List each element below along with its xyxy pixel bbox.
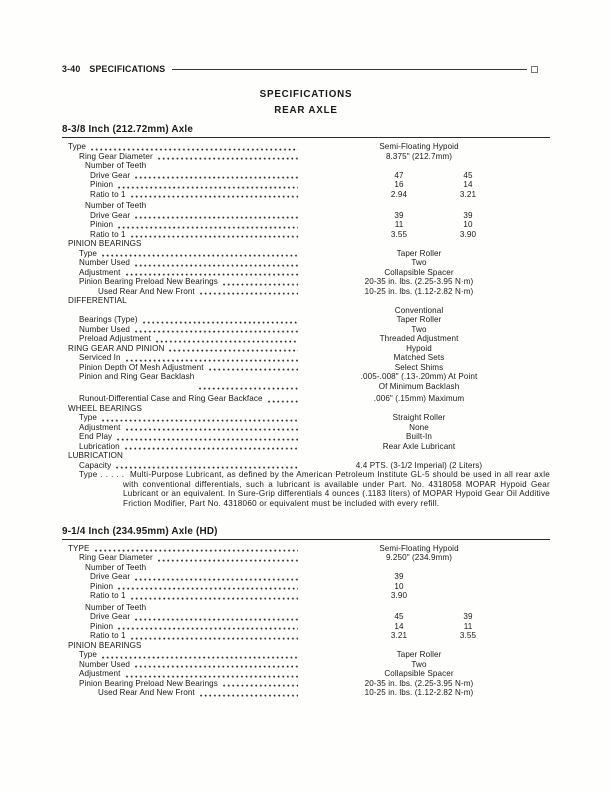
spec-value-text: 4.4 PTS. (3-1/2 Imperial) (2 Liters) [355,460,483,470]
spec-label: Number of Teeth [85,562,147,572]
leader-dots [102,656,298,659]
spec-row [62,258,550,268]
spec-row [62,287,550,297]
spec-value [303,249,535,259]
spec-row-left [62,572,303,582]
spec-row-left [62,641,303,651]
header-chapter-title: SPECIFICATIONS [89,64,166,74]
spec-value-col2: 39 [463,210,473,220]
spec-value-text: Two [411,324,427,334]
spec-row [62,572,550,582]
spec-label: Number Used [79,258,131,267]
spec-value-text: Collapsible Spacer [384,267,454,277]
spec-value [303,258,535,268]
spec-row-left [62,432,303,442]
spec-row [62,641,550,651]
spec-row [62,553,550,563]
spec-value [303,394,535,404]
spec-label: Type [79,413,97,422]
spec-value-col2 [435,572,501,582]
spec-row-left [62,363,303,373]
spec-row-left [62,239,303,249]
spec-value [303,669,535,679]
spec-row [62,296,550,306]
spec-value-text: 10-25 in. lbs. (1.12-2.82 N-m) [364,688,474,698]
spec-label: Used Rear And New Front [98,688,195,698]
spec-value [303,432,535,442]
spec-row-left [62,211,303,221]
spec-label: Pinion [90,581,114,591]
spec-value-text: Collapsible Spacer [384,669,454,679]
spec-value-line2: Of Minimum Backlash [378,381,460,391]
spec-row-left [62,544,303,554]
leader-dots [200,292,298,295]
spec-row [62,688,550,698]
spec-sections-container [62,124,550,712]
leader-dots [91,148,298,151]
spec-row [62,344,550,354]
spec-value-col1: 16 [394,180,404,189]
leader-dots [200,694,298,697]
spec-value-text: Conventional [394,305,444,315]
spec-row [62,161,550,171]
spec-row-left [62,603,303,613]
spec-row [62,404,550,414]
spec-row-left [62,306,303,316]
leader-dots [126,273,299,276]
spec-row [62,650,550,660]
spec-row-left [62,451,303,461]
spec-value-col1: 39 [394,210,404,220]
spec-value-col2: 14 [463,180,473,189]
spec-value [303,413,535,423]
leader-dots [131,235,298,238]
spec-label: Type [68,142,86,151]
spec-row [62,612,550,622]
spec-value-columns [303,220,535,230]
spec-value-col1: 45 [394,612,404,622]
spec-row [62,372,550,391]
spec-row-left [62,161,303,171]
spec-value-columns [303,171,535,181]
spec-value [303,688,535,698]
spec-value [303,287,535,297]
spec-row [62,423,550,433]
spec-row-left [62,591,303,601]
leader-dots [102,254,298,257]
spec-label: Adjustment [79,422,121,432]
spec-row [62,152,550,162]
spec-label: Ratio to 1 [90,229,126,239]
spec-label: Number of Teeth [85,201,147,210]
spec-label: Ratio to 1 [90,591,126,601]
spec-row [62,325,550,335]
spec-row [62,239,550,249]
spec-label: Ring Gear Diameter [79,151,153,161]
spec-row [62,211,550,221]
spec-value [303,442,535,452]
spec-value-col2 [435,582,501,592]
spec-row [62,413,550,423]
spec-value-columns [303,631,535,641]
leader-dots [117,438,298,441]
spec-row-left [62,461,303,471]
spec-value [303,334,535,344]
header-end-square-icon [531,66,538,73]
spec-row-left [62,325,303,335]
spec-row [62,230,550,240]
spec-row-left [62,372,303,391]
spec-label: Pinion and Ring Gear Backlash [79,372,195,381]
spec-value-columns [303,572,535,582]
spec-label: Number of Teeth [85,161,147,170]
spec-row [62,249,550,259]
spec-value-col2: 3.90 [459,229,477,239]
leader-dots [169,349,298,352]
spec-value-text: Straight Roller [392,413,446,422]
spec-value-col2: 11 [463,621,473,631]
spec-value-text: Taper Roller [396,248,442,258]
spec-row [62,394,550,404]
spec-value-text: Taper Roller [396,650,442,660]
spec-value-text: Threaded Adjustment [379,334,459,343]
spec-row-left [62,201,303,211]
spec-row [62,334,550,344]
spec-subheading: PINION BEARINGS [68,640,142,650]
leader-dots [118,587,298,590]
spec-value-col1: 10 [394,581,404,591]
spec-label: Capacity [79,460,112,470]
spec-row [62,363,550,373]
spec-row-left [62,171,303,181]
spec-value-text: Rear Axle Lubricant [382,441,456,451]
spec-value-columns [303,622,535,632]
spec-value-col1: 3.90 [390,591,408,601]
spec-row [62,306,550,316]
spec-row-left [62,442,303,452]
spec-row-left [62,563,303,573]
spec-label: Drive Gear [90,210,131,220]
leader-dots [126,675,299,678]
spec-row-left [62,631,303,641]
note-label: Type . . . . . [79,470,130,479]
spec-row-left [62,679,303,689]
spec-value-columns [303,582,535,592]
note-text: Multi-Purpose Lubricant, as defined by the American Petroleum Institute GL-5 should be used in all rear axle with conventional differentials, such a lubricant is available under Part. No. 4318058 MOPAR Hypoid Gear Lubricant or an equivalent. In Sure-Grip differentials 4 ounces (.1183 liters) of MOPAR Hypoid Gear Oil Additive Friction Modifier, Part No. 4318060 or equivalent must be included with every refill. [123,470,550,509]
spec-value-text: 20-35 in. lbs. (2.25-3.95 N-m) [364,678,474,688]
spec-label: Ratio to 1 [90,631,126,641]
spec-row [62,432,550,442]
spec-value [303,277,535,287]
spec-value-text: Semi-Floating Hypoid [379,142,459,151]
spec-subheading: PINION BEARINGS [68,239,142,248]
leader-dots [156,340,298,343]
spec-label: Pinion [90,220,114,229]
spec-label: Lubrication [79,441,120,451]
leader-dots [135,578,298,581]
spec-row [62,190,550,200]
spec-value [303,142,535,152]
spec-row-left [62,152,303,162]
spec-label: Pinion Bearing Preload New Bearings [79,277,218,286]
spec-value [303,461,535,471]
spec-value-text: 8.375" (212.7mm) [385,151,453,161]
spec-value [303,325,535,335]
spec-value-text: Two [411,659,427,669]
leader-dots [135,665,298,668]
spec-value [303,544,535,554]
spec-row-left [62,650,303,660]
spec-row-left [62,190,303,200]
spec-row [62,180,550,190]
spec-value-col2: 10 [463,220,473,229]
spec-row [62,544,550,554]
spec-value-columns [303,612,535,622]
section-heading: 9-1/4 Inch (234.95mm) Axle (HD) [62,526,550,540]
spec-row [62,220,550,230]
spec-label: Ratio to 1 [90,189,126,199]
spec-value [303,353,535,363]
page-subtitle: REAR AXLE [274,105,338,116]
spec-row-left [62,258,303,268]
spec-subheading: DIFFERENTIAL [68,296,127,305]
spec-row-left [62,669,303,679]
leader-dots [199,387,298,390]
spec-row-left [62,553,303,563]
axle-section [62,124,550,509]
spec-label: Used Rear And New Front [98,286,195,296]
leader-dots [95,549,298,552]
spec-value [303,650,535,660]
spec-label: End Play [79,432,113,441]
section-heading: 8-3/8 Inch (212.72mm) Axle [62,124,550,138]
spec-label: Number Used [79,324,131,334]
spec-value [303,268,535,278]
leader-dots [116,466,298,469]
spec-label: Pinion Bearing Preload New Bearings [79,678,218,688]
spec-row-left [62,268,303,278]
spec-row [62,631,550,641]
spec-row-left [62,287,303,297]
spec-value-text: Hypoid [406,343,432,353]
spec-label: Runout-Differential Case and Ring Gear Backface [79,394,263,403]
spec-row-left [62,353,303,363]
spec-label: Number of Teeth [85,602,147,612]
spec-label: Pinion [90,180,114,189]
spec-row [62,582,550,592]
spec-row [62,451,550,461]
spec-row-left [62,230,303,240]
leader-dots [158,559,298,562]
spec-subheading: WHEEL BEARINGS [68,403,142,413]
spec-row [62,142,550,152]
leader-dots [209,368,298,371]
spec-row-left [62,688,303,698]
leader-dots [131,195,298,198]
spec-row [62,201,550,211]
leader-dots [118,226,298,229]
spec-subheading: LUBRICATION [68,451,123,460]
spec-value-col1: 11 [394,220,404,229]
spec-label: Adjustment [79,267,121,277]
leader-dots [125,447,298,450]
spec-label: Drive Gear [90,170,131,180]
leader-dots [118,186,298,189]
leader-dots [118,627,298,630]
leader-dots [268,400,298,403]
spec-row-left [62,220,303,230]
spec-label: Type [79,248,97,258]
spec-value-col1: 3.21 [390,631,408,641]
page-number: 3-40 [62,64,81,74]
spec-label: Pinion Depth Of Mesh Adjustment [79,362,204,372]
spec-label: Serviced In [79,353,121,362]
spec-row [62,277,550,287]
spec-value-text: None [409,422,429,432]
leader-dots [158,157,298,160]
leader-dots [126,428,299,431]
spec-value-col1: 3.55 [390,229,408,239]
leader-dots [135,176,298,179]
spec-label: Drive Gear [90,612,131,622]
spec-row-left [62,622,303,632]
spec-row-left [62,277,303,287]
spec-row [62,669,550,679]
spec-value-text: .005-.008" (.13-.20mm) At Point [360,372,478,381]
leader-dots [135,618,298,621]
spec-label: Pinion [90,621,114,631]
spec-row-left [62,296,303,306]
spec-value-col2: 45 [463,170,473,180]
leader-dots [126,359,298,362]
spec-value [303,372,535,391]
spec-row-left [62,344,303,354]
spec-label: TYPE [68,543,90,553]
page-title: SPECIFICATIONS [259,89,353,100]
spec-row-left [62,582,303,592]
spec-row [62,591,550,601]
spec-value-columns [303,591,535,601]
lubricant-note [79,470,550,509]
spec-value-columns [303,180,535,190]
spec-row [62,679,550,689]
spec-value-text: 9.250" (234.9mm) [385,553,453,563]
spec-value-text: Built-In [406,432,432,441]
spec-row-left [62,180,303,190]
spec-row [62,171,550,181]
spec-row [62,563,550,573]
spec-label: Bearings (Type) [79,315,138,324]
spec-row-left [62,423,303,433]
spec-row-left [62,334,303,344]
spec-row-left [62,142,303,152]
leader-dots [223,283,298,286]
spec-value-text: 20-35 in. lbs. (2.25-3.95 N·m) [364,277,474,286]
spec-row [62,268,550,278]
spec-value [303,306,535,316]
spec-value-text: Select Shims [394,362,444,372]
spec-value-text: Semi-Floating Hypoid [379,543,459,553]
leader-dots [135,330,298,333]
spec-row [62,315,550,325]
spec-value [303,423,535,433]
spec-row-left [62,660,303,670]
spec-value-columns [303,190,535,200]
spec-value [303,553,535,563]
spec-row-left [62,249,303,259]
spec-value-columns [303,211,535,221]
spec-label: RING GEAR AND PINION [68,343,165,353]
spec-row-left [62,404,303,414]
spec-value-text: .006" (.15mm) Maximum [373,394,465,403]
spec-value-text: Two [411,258,427,267]
spec-value-col1: 39 [394,572,404,582]
header-rule [172,69,527,70]
spec-value-col1: 14 [394,621,404,631]
spec-value-text: 10-25 in. lbs. (1.12-2.82 N·m) [364,286,474,296]
leader-dots [102,419,298,422]
spec-row-left [62,413,303,423]
spec-row [62,603,550,613]
leader-dots [135,264,298,267]
spec-label: Preload Adjustment [79,334,151,343]
spec-row [62,622,550,632]
spec-row-left [62,612,303,622]
leader-dots [131,637,298,640]
leader-dots [135,216,298,219]
spec-row [62,660,550,670]
spec-value-text: Taper Roller [396,315,442,324]
spec-label: Adjustment [79,669,121,679]
axle-section [62,526,550,698]
spec-value [303,152,535,162]
spec-value-col1: 47 [394,170,404,180]
spec-label: Number Used [79,659,131,669]
spec-row [62,461,550,471]
leader-dots [131,597,298,600]
leader-dots [223,684,298,687]
spec-row [62,353,550,363]
spec-value-text: Matched Sets [393,353,445,362]
spec-value [303,363,535,373]
spec-label: Ring Gear Diameter [79,553,153,563]
spec-value-col2: 3.21 [459,189,477,199]
running-header [62,64,538,74]
spec-value [303,679,535,689]
spec-value-col2 [435,591,501,601]
spec-value-col1: 2.94 [390,189,408,199]
spec-row-left [62,315,303,325]
spec-value-columns [303,230,535,240]
spec-value [303,344,535,354]
spec-row [62,442,550,452]
spec-value-col2: 3.55 [459,631,477,641]
spec-value [303,660,535,670]
spec-row-left [62,394,303,404]
spec-label: Drive Gear [90,572,131,582]
spec-label: Type [79,650,97,660]
spec-value [303,315,535,325]
leader-dots [143,321,298,324]
spec-value-col2: 39 [463,612,473,622]
